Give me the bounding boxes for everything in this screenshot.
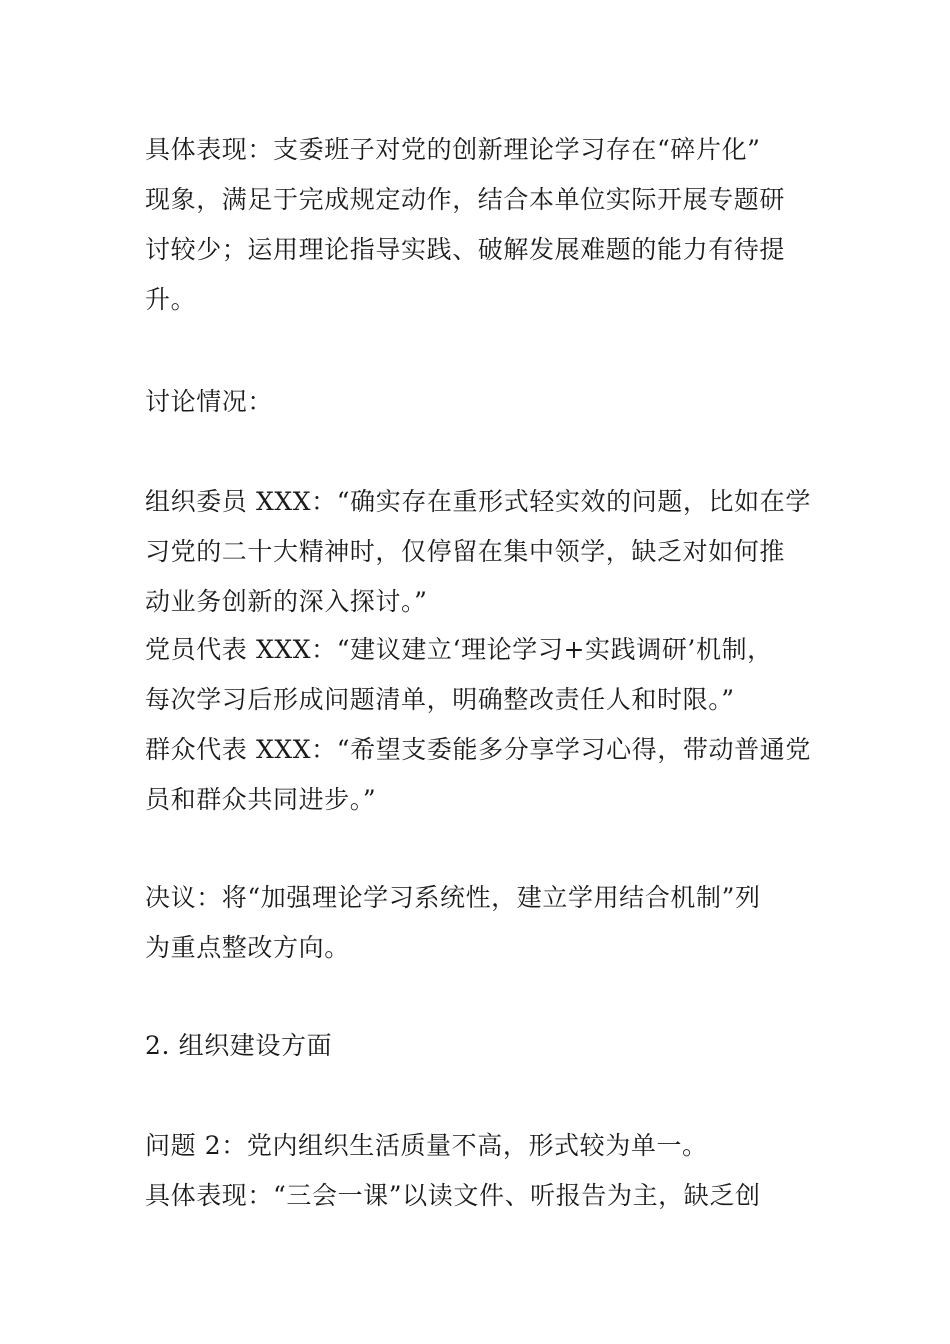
paragraph-line: 具体表现：“三会一课”以读文件、听报告为主，缺乏创: [145, 1181, 761, 1210]
paragraph-line: 每次学习后形成问题清单，明确整改责任人和时限。”: [145, 685, 735, 714]
section-heading: 2. 组织建设方面: [145, 1031, 333, 1060]
paragraph-line: 决议：将“加强理论学习系统性，建立学用结合机制”列: [145, 883, 761, 912]
paragraph-line: 讨较少；运用理论指导实践、破解发展难题的能力有待提: [145, 235, 786, 264]
paragraph-line: 为重点整改方向。: [145, 933, 350, 962]
paragraph-line: 升。: [145, 285, 197, 314]
paragraph-line: 问题 2：党内组织生活质量不高，形式较为单一。: [145, 1131, 708, 1160]
paragraph-line: 讨论情况：: [145, 387, 274, 416]
paragraph-line: 现象，满足于完成规定动作，结合本单位实际开展专题研: [145, 185, 786, 214]
paragraph-line: 动业务创新的深入探讨。”: [145, 587, 428, 616]
paragraph-line: 具体表现：支委班子对党的创新理论学习存在“碎片化”: [145, 135, 761, 164]
paragraph-line: 员和群众共同进步。”: [145, 785, 377, 814]
paragraph-line: 群众代表 XXX：“希望支委能多分享学习心得，带动普通党: [145, 735, 811, 764]
paragraph-line: 习党的二十大精神时，仅停留在集中领学，缺乏对如何推: [145, 537, 786, 566]
paragraph-line: 组织委员 XXX：“确实存在重形式轻实效的问题，比如在学: [145, 487, 811, 516]
paragraph-line: 党员代表 XXX：“建议建立‘理论学习+实践调研’机制，: [145, 635, 773, 664]
